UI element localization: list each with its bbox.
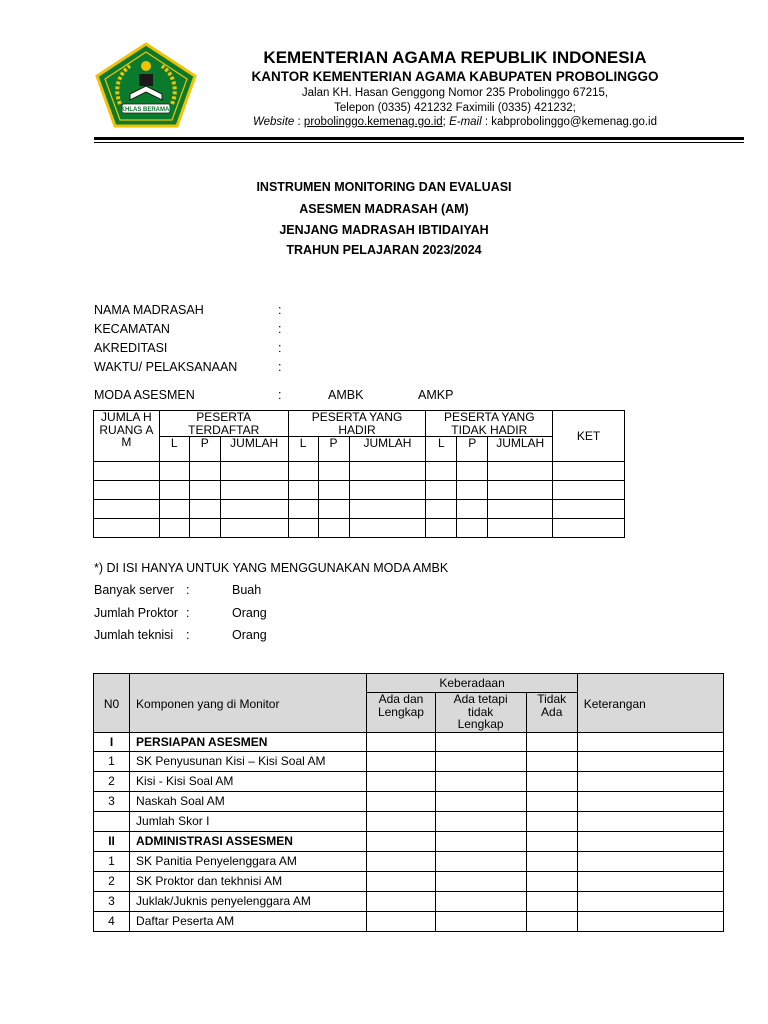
table-row bbox=[94, 832, 724, 852]
row-komponen: PERSIAPAN ASESMEN bbox=[130, 733, 367, 752]
header-rule-thin bbox=[94, 142, 744, 143]
th-keterangan: Keterangan bbox=[577, 674, 723, 733]
table-row bbox=[94, 892, 724, 912]
field-label-waktu: WAKTU/ PELAKSANAAN bbox=[94, 360, 238, 374]
email-address: kabprobolinggo@kemenag.go.id bbox=[491, 116, 658, 128]
th-peserta-tidak-hadir: PESERTA YANG TIDAK HADIR bbox=[426, 411, 553, 437]
row-no: 2 bbox=[94, 772, 130, 792]
th-l: L bbox=[426, 437, 457, 462]
table-row bbox=[94, 500, 625, 519]
row-no: I bbox=[94, 733, 130, 752]
table-row bbox=[94, 912, 724, 932]
row-komponen: Naskah Soal AM bbox=[130, 792, 367, 812]
th-jumlah: JUMLAH bbox=[220, 437, 288, 462]
table-row bbox=[94, 462, 625, 481]
logo-kaaba bbox=[139, 74, 153, 86]
row-no: 1 bbox=[94, 752, 130, 772]
moda-sep: : bbox=[278, 388, 282, 402]
row-no: 2 bbox=[94, 872, 130, 892]
field-sep: : bbox=[278, 341, 282, 355]
th-tidak-ada: Tidak Ada bbox=[526, 693, 577, 733]
moda-option-ambk: AMBK bbox=[328, 388, 364, 402]
row-no: 4 bbox=[94, 912, 130, 932]
row-komponen: Juklak/Juknis penyelenggara AM bbox=[130, 892, 367, 912]
row-komponen: SK Proktor dan tekhnisi AM bbox=[130, 872, 367, 892]
field-sep: : bbox=[278, 303, 282, 317]
ambk-label-server: Banyak server bbox=[94, 583, 174, 597]
th-jumlah-ruang: JUMLA H RUANG AM bbox=[94, 411, 160, 462]
table-row bbox=[94, 792, 724, 812]
row-no: II bbox=[94, 832, 130, 852]
doc-title-2: ASESMEN MADRASAH (AM) bbox=[299, 202, 469, 216]
table-row bbox=[94, 519, 625, 538]
ambk-label-teknisi: Jumlah teknisi bbox=[94, 628, 174, 642]
website-sep: : bbox=[294, 116, 304, 128]
th-peserta-hadir: PESERTA YANG HADIR bbox=[288, 411, 426, 437]
monitoring-table bbox=[93, 673, 724, 932]
row-komponen: SK Panitia Penyelenggara AM bbox=[130, 852, 367, 872]
row-komponen: SK Penyusunan Kisi – Kisi Soal AM bbox=[130, 752, 367, 772]
th-ket: KET bbox=[553, 411, 625, 462]
logo-star bbox=[141, 61, 151, 71]
th-komponen: Komponen yang di Monitor bbox=[130, 674, 367, 733]
field-sep: : bbox=[278, 322, 282, 336]
moda-option-amkp: AMKP bbox=[418, 388, 454, 402]
moda-label: MODA ASESMEN bbox=[94, 388, 195, 402]
website-label: Website bbox=[252, 116, 295, 128]
field-label-kecamatan: KECAMATAN bbox=[94, 322, 170, 336]
table-row bbox=[94, 733, 724, 752]
ambk-label-proktor: Jumlah Proktor bbox=[94, 606, 179, 620]
ambk-unit-buah: Buah bbox=[232, 583, 262, 597]
row-komponen: Daftar Peserta AM bbox=[130, 912, 367, 932]
field-label-akreditasi: AKREDITASI bbox=[94, 341, 168, 355]
ambk-unit-orang: Orang bbox=[232, 628, 267, 642]
row-no: 3 bbox=[94, 892, 130, 912]
ambk-unit-orang: Orang bbox=[232, 606, 267, 620]
row-no: 3 bbox=[94, 792, 130, 812]
header-address: Jalan KH. Hasan Genggong Nomor 235 Probolinggo 67215, bbox=[301, 87, 609, 99]
header-office: KANTOR KEMENTERIAN AGAMA KABUPATEN PROBOLINGGO bbox=[251, 69, 659, 84]
doc-title-3: JENJANG MADRASAH IBTIDAIYAH bbox=[279, 223, 489, 237]
row-komponen: ADMINISTRASI ASSESMEN bbox=[130, 832, 367, 852]
row-no: 1 bbox=[94, 852, 130, 872]
th-ada-tidak-lengkap: Ada tetapi tidak Lengkap bbox=[435, 693, 526, 733]
website-link[interactable]: probolinggo.kemenag.go.id bbox=[303, 116, 443, 128]
row-no bbox=[94, 812, 130, 832]
kemenag-logo bbox=[94, 42, 198, 128]
th-l: L bbox=[159, 437, 189, 462]
header-rule-thick bbox=[94, 137, 744, 140]
doc-title-4: TRAHUN PELAJARAN 2023/2024 bbox=[286, 243, 482, 257]
header-contact: Website : probolinggo.kemenag.go.id; E-mail : kabprobolinggo@kemenag.go.id bbox=[252, 116, 658, 128]
header-phone: Telepon (0335) 421232 Faximili (0335) 421232; bbox=[334, 102, 576, 114]
th-no: N0 bbox=[94, 674, 130, 733]
th-jumlah: JUMLAH bbox=[349, 437, 426, 462]
th-keberadaan: Keberadaan bbox=[367, 674, 577, 693]
th-p: P bbox=[189, 437, 220, 462]
th-l: L bbox=[288, 437, 318, 462]
table-row bbox=[94, 812, 724, 832]
table-row bbox=[94, 752, 724, 772]
participants-table bbox=[93, 410, 625, 538]
ambk-note: *) DI ISI HANYA UNTUK YANG MENGGUNAKAN MODA AMBK bbox=[94, 561, 449, 575]
th-jumlah: JUMLAH bbox=[488, 437, 553, 462]
logo-banner-text: IKHLAS BERAMAL bbox=[119, 107, 173, 113]
table-row bbox=[94, 481, 625, 500]
field-sep: : bbox=[278, 360, 282, 374]
ambk-sep: : bbox=[186, 628, 190, 642]
doc-title-1: INSTRUMEN MONITORING DAN EVALUASI bbox=[256, 180, 512, 194]
row-komponen: Jumlah Skor I bbox=[130, 812, 367, 832]
header-ministry: KEMENTERIAN AGAMA REPUBLIK INDONESIA bbox=[263, 48, 647, 67]
field-label-nama: NAMA MADRASAH bbox=[94, 303, 204, 317]
th-ada-lengkap: Ada dan Lengkap bbox=[367, 693, 435, 733]
table-row bbox=[94, 872, 724, 892]
row-komponen: Kisi - Kisi Soal AM bbox=[130, 772, 367, 792]
th-peserta-terdaftar: PESERTA TERDAFTAR bbox=[159, 411, 288, 437]
email-label: E-mail bbox=[449, 116, 482, 128]
th-p: P bbox=[318, 437, 349, 462]
ambk-sep: : bbox=[186, 606, 190, 620]
table-row bbox=[94, 852, 724, 872]
table-row bbox=[94, 772, 724, 792]
th-p: P bbox=[457, 437, 488, 462]
ambk-sep: : bbox=[186, 583, 190, 597]
